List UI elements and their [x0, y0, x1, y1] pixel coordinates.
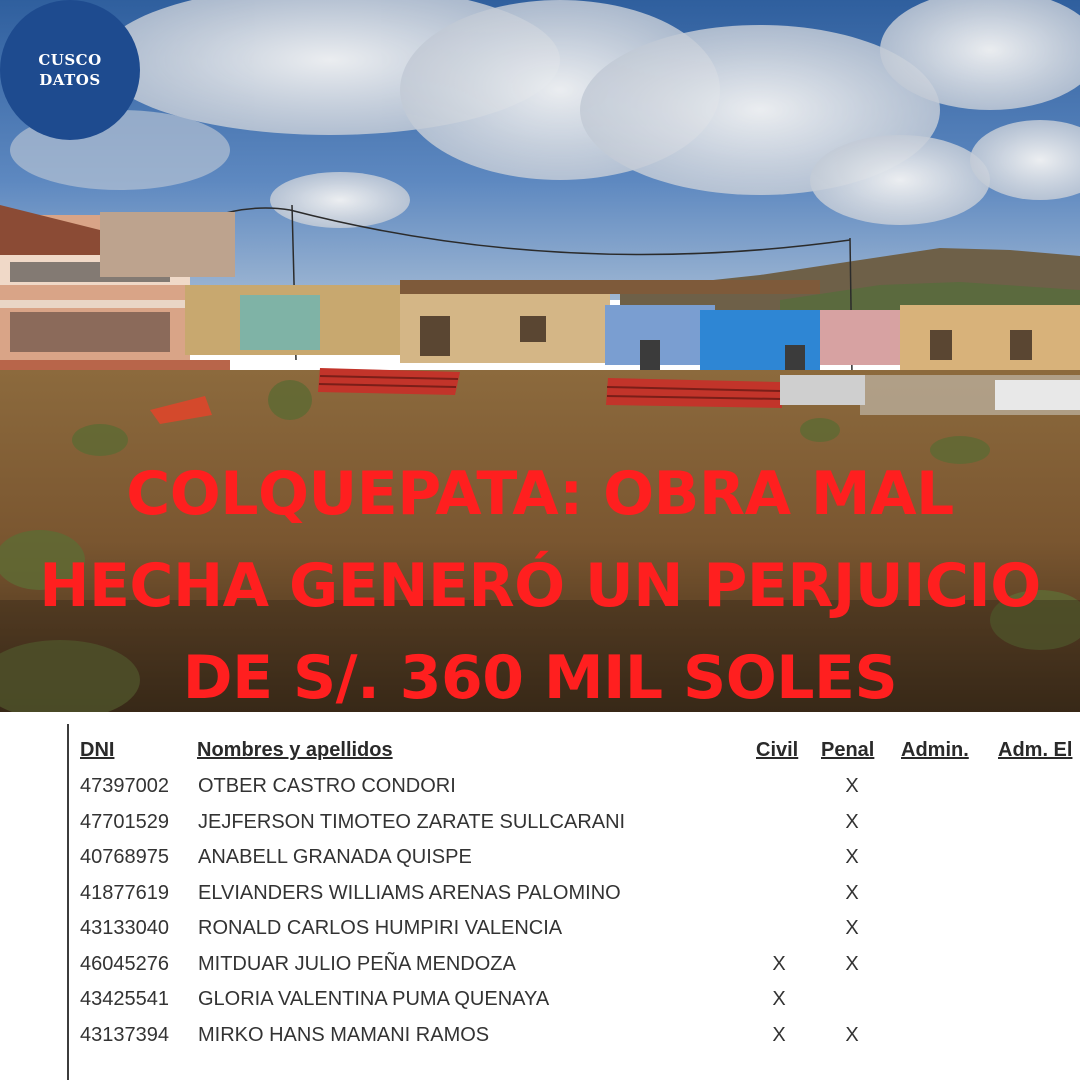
- row-6-name: MITDUAR JULIO PEÑA MENDOZA: [198, 952, 516, 975]
- row-8-dni: 43137394: [80, 1023, 169, 1046]
- row-2-dni: 47701529: [80, 810, 169, 833]
- headline: [0, 448, 1080, 712]
- row-7-name: GLORIA VALENTINA PUMA QUENAYA: [198, 988, 550, 1010]
- row-3-name: ANABELL GRANADA QUISPE: [198, 846, 472, 868]
- responsibility-table: [0, 712, 1080, 1080]
- row-5-penal: X: [845, 917, 859, 939]
- row-1-dni: 47397002: [80, 775, 169, 797]
- row-7-dni: 43425541: [80, 988, 169, 1010]
- logo-line-1: CUSCO: [38, 51, 102, 69]
- row-7-civil: X: [772, 988, 786, 1010]
- row-5-dni: 43133040: [80, 917, 169, 939]
- header-dni: DNI: [80, 739, 115, 761]
- headline-line-3: DE S/. 360 MIL SOLES: [182, 643, 898, 712]
- row-6-dni: 46045276: [80, 952, 169, 975]
- row-4-name: ELVIANDERS WILLIAMS ARENAS PALOMINO: [198, 881, 621, 904]
- row-6-civil: X: [772, 952, 786, 975]
- row-2-penal: X: [845, 810, 859, 833]
- row-8-civil: X: [772, 1023, 786, 1046]
- row-8-penal: X: [845, 1023, 859, 1046]
- table-left-border: [67, 724, 69, 1080]
- header-civil: Civil: [756, 739, 799, 761]
- header-adm-el: Adm. El: [998, 739, 1073, 761]
- row-3-dni: 40768975: [80, 846, 169, 868]
- cusco-datos-logo: [0, 0, 140, 140]
- headline-line-2: HECHA GENERÓ UN PERJUICIO: [39, 551, 1041, 621]
- row-4-penal: X: [845, 881, 859, 904]
- row-1-penal: X: [845, 775, 859, 797]
- row-1-name: OTBER CASTRO CONDORI: [198, 775, 456, 797]
- row-5-name: RONALD CARLOS HUMPIRI VALENCIA: [198, 917, 563, 939]
- logo-line-2: DATOS: [39, 71, 101, 89]
- row-6-penal: X: [845, 952, 859, 975]
- row-8-name: MIRKO HANS MAMANI RAMOS: [198, 1023, 490, 1046]
- row-2-name: JEJFERSON TIMOTEO ZARATE SULLCARANI: [198, 810, 626, 833]
- header-admin: Admin.: [901, 739, 969, 761]
- row-4-dni: 41877619: [80, 881, 169, 904]
- header-penal: Penal: [821, 739, 875, 761]
- headline-line-1: COLQUEPATA: OBRA MAL: [126, 459, 954, 529]
- row-3-penal: X: [845, 846, 859, 868]
- header-name: Nombres y apellidos: [197, 739, 393, 761]
